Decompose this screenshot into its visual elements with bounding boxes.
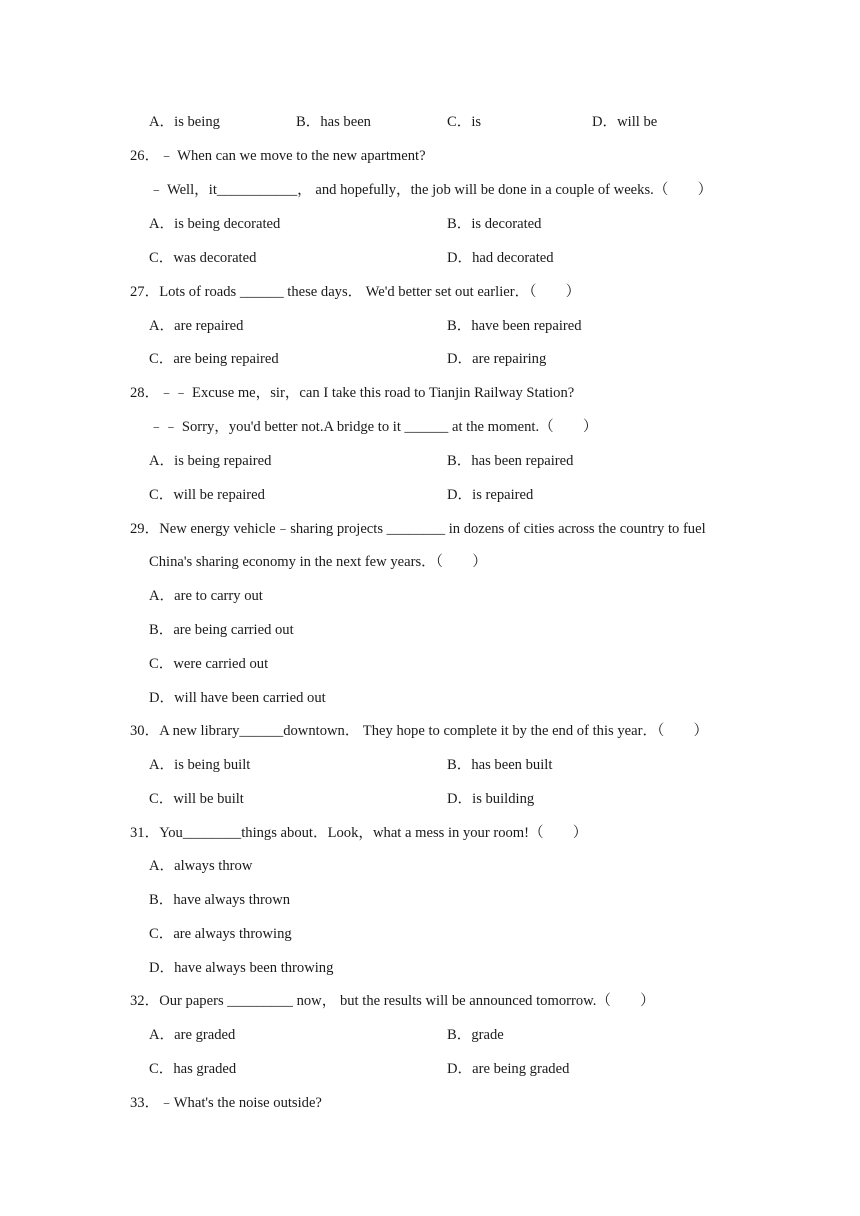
- q25-option-d: D．will be: [592, 114, 658, 130]
- q28-option-c: C．will be repaired: [149, 487, 265, 503]
- q27-option-b: B．have been repaired: [447, 318, 582, 334]
- q33-question-line1: 33．﹣What's the noise outside?: [130, 1095, 322, 1111]
- q26-option-a: A．is being decorated: [149, 216, 281, 232]
- q28-option-a: A．is being repaired: [149, 453, 272, 469]
- q28-option-d: D．is repaired: [447, 487, 534, 503]
- q32-option-d: D．are being graded: [447, 1061, 570, 1077]
- q27-option-c: C．are being repaired: [149, 351, 279, 367]
- q30-question: 30．A new library______downtown． They hope to complete it by the end of this year．（ ）: [130, 723, 709, 739]
- q29-option-a: A．are to carry out: [149, 588, 263, 604]
- q25-option-a: A．is being: [149, 114, 220, 130]
- q29-question-line2: China's sharing economy in the next few years．（ ）: [149, 554, 487, 570]
- q30-option-d: D．is building: [447, 791, 535, 807]
- q27-option-a: A．are repaired: [149, 318, 244, 334]
- q31-option-d: D．have always been throwing: [149, 960, 334, 976]
- q26-option-c: C．was decorated: [149, 250, 257, 266]
- q28-question-line2: ﹣﹣ Sorry，you'd better not.A bridge to it ______ at the moment.（ ）: [149, 419, 598, 435]
- q25-option-b: B．has been: [296, 114, 371, 130]
- q32-option-c: C．has graded: [149, 1061, 237, 1077]
- q32-option-b: B．grade: [447, 1027, 504, 1043]
- q26-option-d: D．had decorated: [447, 250, 554, 266]
- q26-question-line2: ﹣ Well，it___________， and hopefully，the job will be done in a couple of weeks.（ ）: [149, 182, 713, 198]
- q31-option-c: C．are always throwing: [149, 926, 292, 942]
- q31-question: 31．You________things about．Look，what a mess in your room!（ ）: [130, 825, 588, 841]
- q28-question-line1: 28．﹣﹣ Excuse me，sir，can I take this road to Tianjin Railway Station?: [130, 385, 575, 401]
- q26-option-b: B．is decorated: [447, 216, 542, 232]
- q31-option-b: B．have always thrown: [149, 892, 291, 908]
- q29-option-b: B．are being carried out: [149, 622, 294, 638]
- q30-option-b: B．has been built: [447, 757, 553, 773]
- q29-option-d: D．will have been carried out: [149, 690, 326, 706]
- q25-option-c: C．is: [447, 114, 482, 130]
- q32-option-a: A．are graded: [149, 1027, 236, 1043]
- q29-option-c: C．were carried out: [149, 656, 269, 672]
- q29-question-line1: 29．New energy vehicle﹣sharing projects ________ in dozens of cities across the country to fuel: [130, 521, 706, 537]
- q27-question: 27．Lots of roads ______ these days． We'd better set out earlier．（ ）: [130, 284, 581, 300]
- q30-option-c: C．will be built: [149, 791, 244, 807]
- q32-question: 32．Our papers _________ now， but the results will be announced tomorrow.（ ）: [130, 993, 655, 1009]
- q28-option-b: B．has been repaired: [447, 453, 574, 469]
- q30-option-a: A．is being built: [149, 757, 251, 773]
- q27-option-d: D．are repairing: [447, 351, 547, 367]
- q26-question-line1: 26．﹣ When can we move to the new apartment?: [130, 148, 426, 164]
- q31-option-a: A．always throw: [149, 858, 253, 874]
